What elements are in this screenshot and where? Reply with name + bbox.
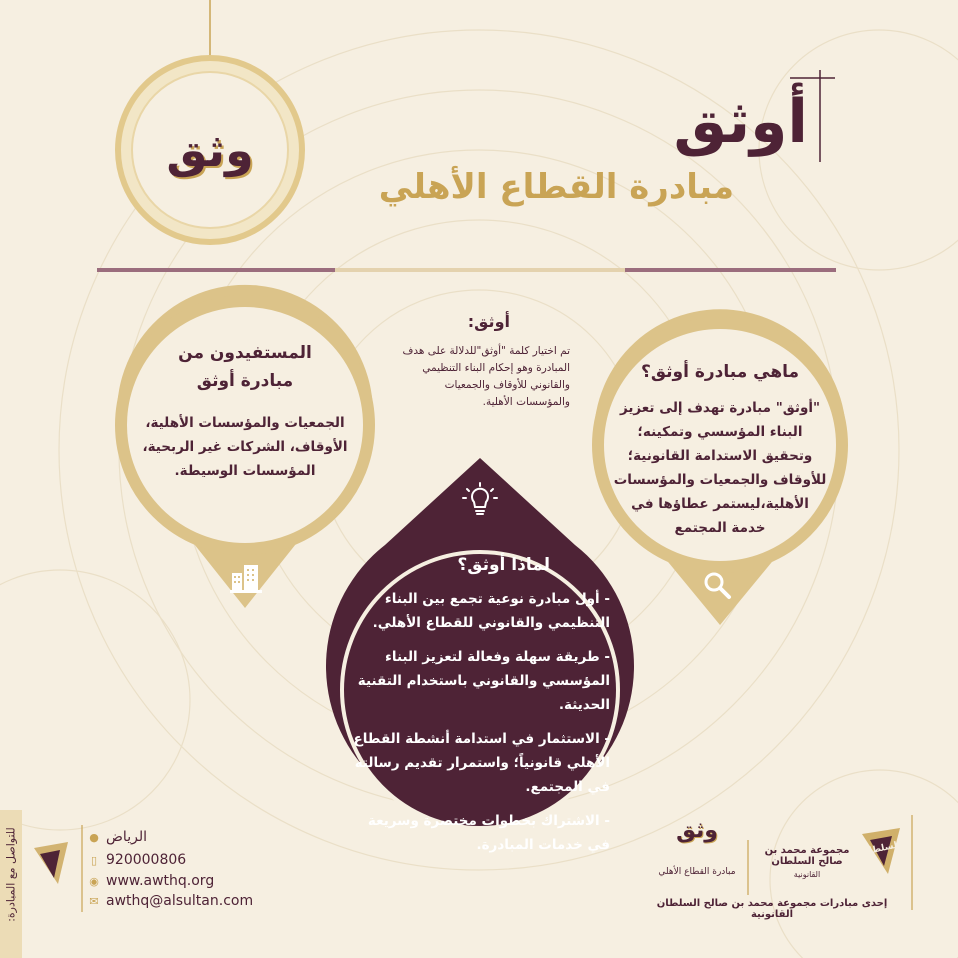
beneficiaries-title-1: المستفيدون من	[178, 343, 312, 363]
logo-badge	[150, 100, 270, 200]
footer-group-sub: القانونية	[793, 870, 821, 879]
what-line-6: خدمة المجتمع	[674, 520, 766, 536]
footer-initiative-logo	[655, 818, 739, 877]
why-item-3: - الاستثمار في استدامة أنشطة القطاع الأهلي قانونياً؛ واستمرار تقديم رسالته في المجتمع.	[353, 731, 610, 795]
why-title: لماذا أوثق؟	[457, 555, 550, 575]
lightbulb-icon	[460, 480, 500, 520]
why-card	[350, 555, 610, 867]
contact-website[interactable]: www.awthq.org	[106, 873, 215, 889]
footer-logo-glyph: وثق	[676, 818, 718, 843]
footer-seal	[856, 826, 906, 876]
why-list	[350, 587, 610, 857]
search-icon	[702, 570, 732, 600]
what-line-2: البناء المؤسسي وتمكينه؛	[637, 424, 803, 440]
page-subtitle: مبادرة القطاع الأهلي	[378, 167, 734, 207]
location-icon: ●	[89, 831, 99, 844]
why-item-1: - أول مبادرة نوعية تجمع بين البناء التنظيمي والقانوني للقطاع الأهلي.	[372, 591, 610, 631]
what-line-4: للأوقاف والجمعيات والمؤسسات	[613, 472, 827, 488]
beneficiaries-title-2: مبادرة أوثق	[196, 371, 294, 391]
contact-email[interactable]: awthq@alsultan.com	[106, 893, 254, 909]
what-card	[605, 362, 835, 540]
beneficiaries-body-1: الجمعيات والمؤسسات الأهلية،	[145, 415, 345, 431]
beneficiaries-body-2: الأوقاف، الشركات غير الربحية،	[142, 439, 348, 455]
why-item-4: - الاشتراك بخطوات مختصرة وسريعة في خدمات المبادرة.	[367, 813, 610, 853]
contact-city-row	[88, 829, 147, 845]
building-icon	[230, 563, 262, 593]
contact-phone[interactable]: 920000806	[106, 852, 187, 868]
beneficiaries-card	[135, 343, 355, 483]
contact-side-label: للتواصل مع المبادرة:	[4, 827, 18, 922]
phone-icon: ▯	[90, 854, 98, 867]
page-title: أوثق	[673, 87, 808, 157]
footer-tagline: إحدى مبادرات مجموعة محمد بن صالح السلطان القانونية	[656, 898, 888, 920]
what-title: ماهي مبادرة أوثق؟	[640, 362, 800, 382]
contact-seal	[28, 840, 74, 886]
globe-icon: ◉	[89, 875, 99, 888]
why-item-2: - طريقة سهلة وفعالة لتعزيز البناء المؤسسي والقانوني باستخدام التقنية الحديثة.	[357, 649, 610, 713]
what-line-1: "أوثق" مبادرة تهدف إلى تعزيز	[619, 400, 821, 416]
footer-initiative-label: مبادرة القطاع الأهلي	[658, 867, 736, 877]
logo-glyph: وثق	[166, 123, 254, 177]
footer-seal-text: السلطان	[860, 840, 902, 858]
beneficiaries-body-3: المؤسسات الوسيطة.	[174, 463, 316, 479]
contact-email-row	[88, 893, 253, 909]
contact-phone-row	[88, 852, 186, 868]
meaning-body: تم اختيار كلمة "أوثق"للدلالة على هدف المبادرة وهو إحكام البناء التنظيمي والقانوني للأوقاف والجمعيات والمؤسسات الأهلية.	[402, 345, 570, 408]
footer-group-name: مجموعة محمد بن صالح السلطان	[764, 845, 850, 867]
meaning-section	[360, 312, 600, 411]
meaning-title: أوثق:	[467, 312, 510, 331]
footer-group-logo	[752, 845, 862, 879]
email-icon: ✉	[89, 895, 99, 908]
contact-website-row	[88, 873, 214, 889]
seal-icon	[28, 840, 74, 886]
what-line-5: الأهلية،ليستمر عطاؤها في	[631, 496, 809, 512]
what-line-3: وتحقيق الاستدامة القانونية؛	[627, 448, 813, 464]
contact-city: الرياض	[106, 829, 147, 845]
